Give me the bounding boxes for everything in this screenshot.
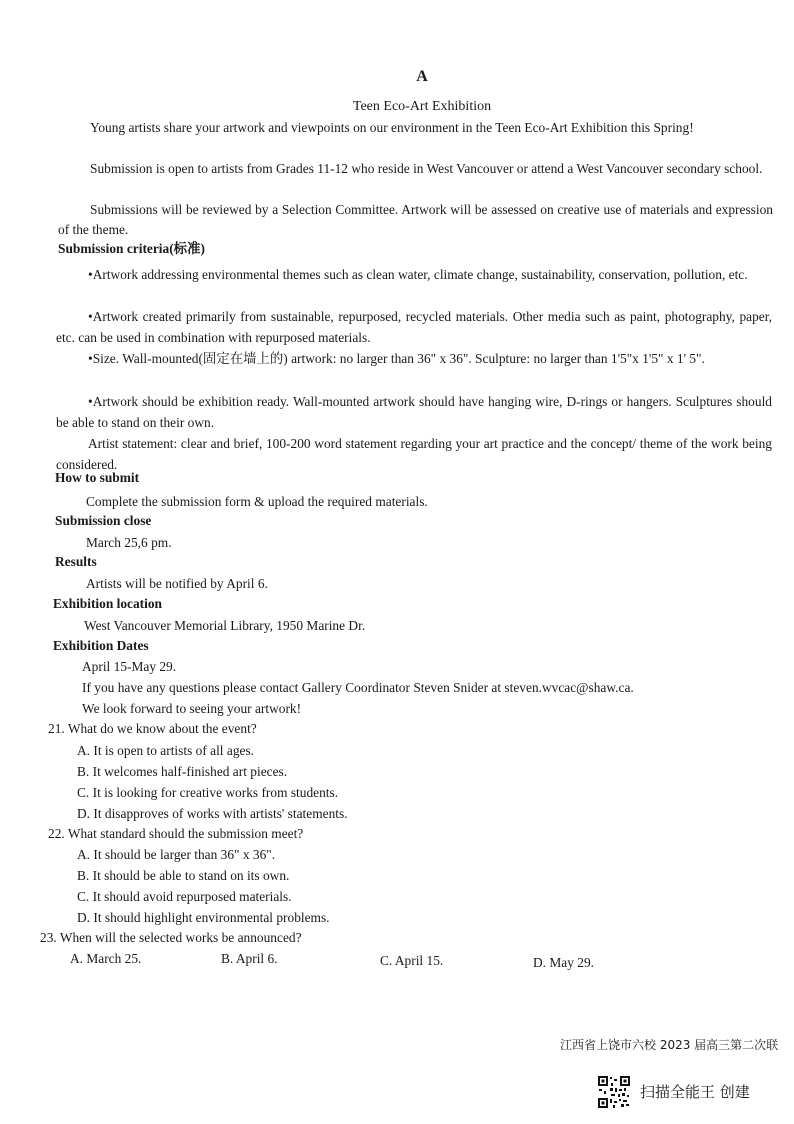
question-22-option-a: A. It should be larger than 36" x 36".: [77, 847, 276, 862]
contact-line: If you have any questions please contact Gallery Coordinator Steven Snider at steven.wvcac@shaw.ca.: [82, 680, 634, 695]
question-22-option-c: C. It should avoid repurposed materials.: [77, 889, 292, 904]
scanner-watermark: 扫描全能王 创建: [640, 1083, 750, 1101]
question-23-option-a: A. March 25.: [70, 951, 142, 966]
question-23-option-b: B. April 6.: [221, 951, 278, 966]
question-21-option-a: A. It is open to artists of all ages.: [77, 743, 255, 758]
section-text-how-to-submit: Complete the submission form & upload the required materials.: [86, 494, 428, 509]
question-21-option-d: D. It disapproves of works with artists' statements.: [77, 806, 348, 821]
question-22-option-b: B. It should be able to stand on its own.: [77, 868, 290, 883]
criteria-item: •Size. Wall-mounted(固定在墙上的) artwork: no larger than 36" x 36". Sculpture: no larger than 1'5"x 1'5" x 1' 5".: [88, 351, 705, 366]
criteria-item: Artist statement: clear and brief, 100-200 word statement regarding your art practice and the concept/ theme of the work being considered.: [56, 436, 772, 472]
eligibility-paragraph: Submission is open to artists from Grades 11-12 who reside in West Vancouver or attend a West Vancouver secondary school.: [90, 161, 763, 176]
question-21-stem: 21. What do we know about the event?: [48, 721, 257, 736]
question-23-option-c: C. April 15.: [380, 953, 444, 968]
passage-title: Teen Eco-Art Exhibition: [352, 99, 492, 114]
section-text-results: Artists will be notified by April 6.: [86, 576, 268, 591]
criteria-item: •Artwork addressing environmental themes such as clean water, climate change, sustainability, conservation, pollution, etc.: [88, 267, 748, 282]
question-21-option-c: C. It is looking for creative works from students.: [77, 785, 339, 800]
qr-code-icon: [597, 1075, 631, 1109]
question-22-stem: 22. What standard should the submission meet?: [48, 826, 304, 841]
question-23-stem: 23. When will the selected works be announced?: [40, 930, 302, 945]
review-paragraph: Submissions will be reviewed by a Selection Committee. Artwork will be assessed on creative use of materials and expression of the theme.: [58, 202, 773, 237]
intro-paragraph: Young artists share your artwork and viewpoints on our environment in the Teen Eco-Art Exhibition this Spring!: [90, 120, 694, 135]
criteria-item: •Artwork should be exhibition ready. Wall-mounted artwork should have hanging wire, D-rings or hangers. Sculptures should be able to stand on their own.: [56, 394, 772, 430]
section-heading-exhibition-location: Exhibition location: [53, 596, 163, 611]
question-21-option-b: B. It welcomes half-finished art pieces.: [77, 764, 288, 779]
section-text-submission-close: March 25,6 pm.: [86, 535, 172, 550]
section-heading-results: Results: [55, 554, 97, 569]
criteria-item: •Artwork created primarily from sustainable, repurposed, recycled materials. Other media such as paint, photography, paper, etc. can be used in combination with repurposed materials.: [56, 309, 772, 345]
section-letter: A: [416, 68, 428, 85]
section-heading-exhibition-dates: Exhibition Dates: [53, 638, 149, 653]
section-text-exhibition-location: West Vancouver Memorial Library, 1950 Marine Dr.: [84, 618, 366, 633]
section-heading-how-to-submit: How to submit: [55, 470, 140, 485]
closing-line: We look forward to seeing your artwork!: [82, 701, 302, 716]
section-heading-submission-close: Submission close: [55, 513, 152, 528]
question-23-option-d: D. May 29.: [533, 955, 594, 970]
exam-source-footer: 江西省上饶市六校 2023 届高三第二次联: [560, 1038, 779, 1052]
criteria-heading: Submission criteria(标准): [58, 241, 205, 256]
question-22-option-d: D. It should highlight environmental problems.: [77, 910, 330, 925]
section-text-exhibition-dates: April 15-May 29.: [82, 659, 177, 674]
